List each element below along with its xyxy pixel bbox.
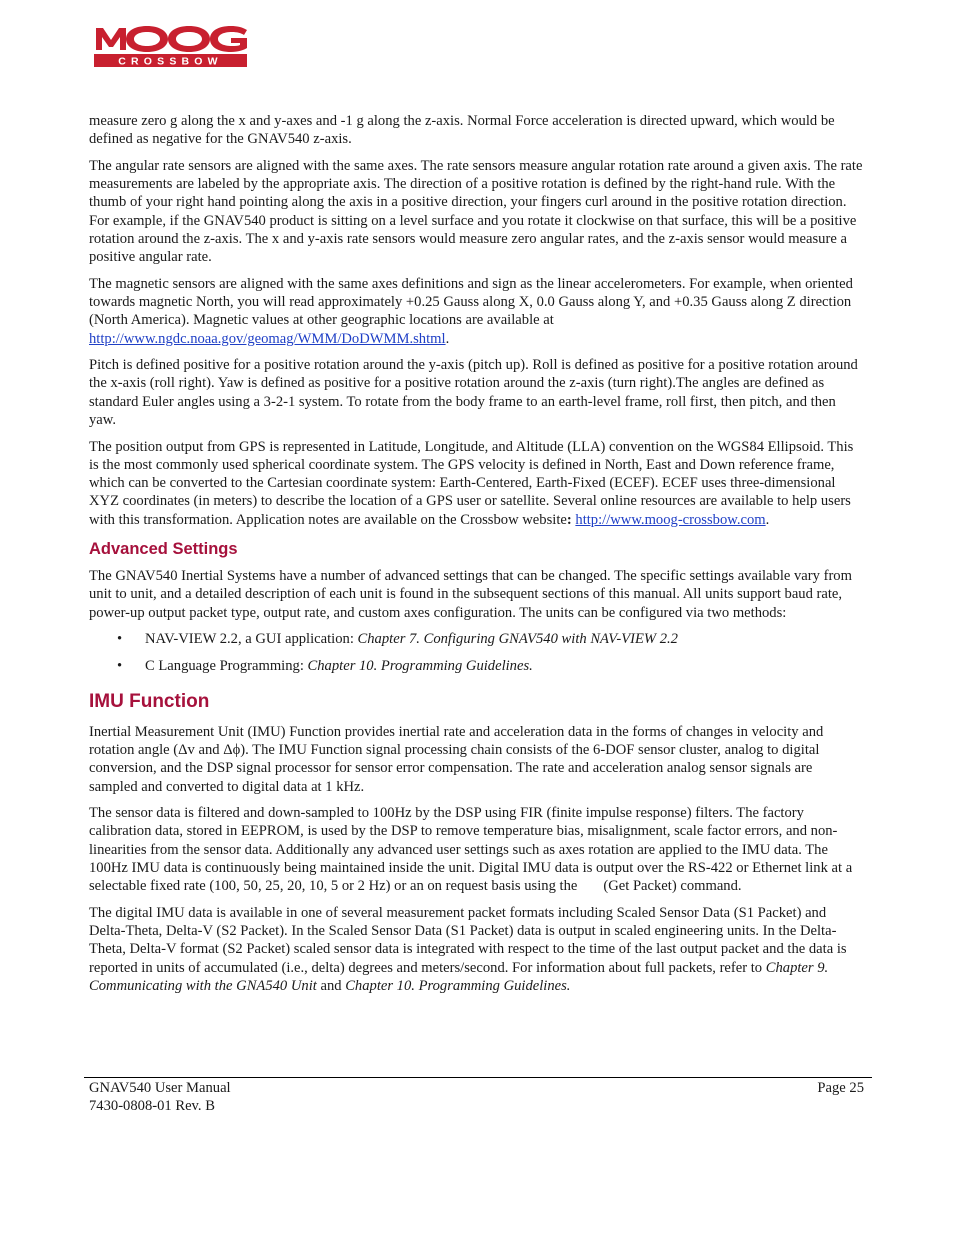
conjunction: and xyxy=(316,977,346,994)
page-number: Page 25 xyxy=(817,1080,864,1096)
period: . xyxy=(765,511,770,528)
list-item xyxy=(89,630,864,648)
paragraph-accelerometer-axes: measure zero g along the x and y-axes and -1 g along the z-axis. Normal Force acceleration is directed upward, which would be defined as negative for the GNAV540 z-axis. xyxy=(89,113,835,148)
config-methods-list xyxy=(89,630,864,676)
list-item-text: NAV-VIEW 2.2, a GUI application: xyxy=(145,631,358,648)
paragraph-magnetic-sensors xyxy=(89,275,864,348)
paragraph-advanced-settings: The GNAV540 Inertial Systems have a number of advanced settings that can be changed. The specific settings available vary from unit to unit, and a detailed description of each unit is found in the subsequent sections of this manual. All units support baud rate, power-up output packet type, output rate, and custom axes configuration. The units can be configured via two methods: xyxy=(89,567,852,621)
paragraph-imu-packets xyxy=(89,904,864,995)
chapter-reference: Chapter 7. Configuring GNAV540 with NAV-VIEW 2.2 xyxy=(357,631,678,648)
document-title: GNAV540 User Manual xyxy=(89,1080,231,1096)
paragraph-imu-overview: Inertial Measurement Unit (IMU) Function provides inertial rate and acceleration data in the forms of changes in velocity and rotation angle (Δv and Δϕ). The IMU Function signal processing chain consists of the 6-DOF sensor cluster, analog to digital conversion, and the DSP signal processor for sensor error compensation. The rate and acceleration analog sensor signals are sampled and converted to digital data at 1 kHz. xyxy=(89,723,824,795)
document-number: 7430-0808-01 Rev. B xyxy=(89,1098,215,1115)
paragraph-imu-filtering xyxy=(89,804,864,895)
chapter-reference: Chapter 10. Programming Guidelines. xyxy=(345,977,571,994)
period: . xyxy=(445,330,450,347)
imu-filtering-text: The sensor data is filtered and down-sampled to 100Hz by the DSP using FIR (finite impulse response) filters. The factory calibration data, stored in EEPROM, is used by the DSP to remove temperature bias, misalignment, scale factor errors, and non-linearities from the sensor data. Additionally any advanced user settings such as axes rotation are applied to the IMU data. The 100Hz IMU data is continuously being maintained inside the unit. Digital IMU data is output over the RS-422 or Ethernet link at a selectable fixed rate (100, 50, 25, 20, 10, 5 or 2 Hz) or an on request basis using the xyxy=(89,805,853,895)
footer-divider xyxy=(84,1077,872,1078)
imu-packets-text: The digital IMU data is available in one of several measurement packet formats including Scaled Sensor Data (S1 Packet) and Delta-Theta, Delta-V (S2 Packet). In the Scaled Sensor Data (S1 Packet) data is output in scaled engineering units. In the Delta-Theta, Delta-V format (S2 Packet) scaled sensor data is integrated with respect to the time of the last output packet and the data is reported in units of accumulated (i.e., delta) degrees and meters/second. For information about full packets, refer to xyxy=(89,904,847,976)
colon: : xyxy=(566,511,572,528)
noaa-link[interactable]: http://www.ngdc.noaa.gov/geomag/WMM/DoDWMM.shtml xyxy=(89,330,446,347)
page-footer xyxy=(89,1079,864,1116)
chapter-reference: Chapter 10. Programming Guidelines. xyxy=(307,658,533,675)
chapter-reference: Chapter 9. Communicating with the GNA540 Unit xyxy=(89,959,829,994)
crossbow-link[interactable]: http://www.moog-crossbow.com xyxy=(575,511,766,528)
paragraph-gps-position xyxy=(89,438,864,529)
list-item xyxy=(89,657,864,675)
moog-crossbow-logo xyxy=(92,22,249,68)
svg-text:CROSSBOW: CROSSBOW xyxy=(118,55,223,68)
gps-text: The position output from GPS is represented in Latitude, Longitude, and Altitude (LLA) convention on the WGS84 Ellipsoid. This is the most commonly used spherical coordinate system. The GPS velocity is defined in North, East and Down reference frame, which can be converted to the Cartesian coordinate system: Earth-Centered, Earth-Fixed (ECEF). ECEF uses three-dimensional XYZ coordinates (in meters) to describe the location of a GPS user or satellite. Several online resources are available to help users with this transformation. Application notes are available on the Crossbow website xyxy=(89,438,854,528)
heading-advanced-settings: Advanced Settings xyxy=(89,539,238,558)
list-item-text: C Language Programming: xyxy=(145,658,308,675)
get-packet-text: (Get Packet) command. xyxy=(603,878,742,895)
paragraph-euler-angles: Pitch is defined positive for a positive rotation around the y-axis (pitch up). Roll is defined as positive for a positive rotation around the x-axis (roll right). Yaw is defined as positive for a positive rotation around the z-axis (turn right).The angles are defined as standard Euler angles using a 3-2-1 system. To rotate from the body frame to an earth-level frame, roll first, then pitch, and then yaw. xyxy=(89,357,858,429)
heading-imu-function: IMU Function xyxy=(89,690,210,712)
paragraph-angular-rate: The angular rate sensors are aligned with the same axes. The rate sensors measure angular rotation rate around a given axis. The rate measurements are labeled by the appropriate axis. The direction of a positive rotation is defined by the right-hand rule. With the thumb of your right hand pointing along the axis in a positive direction, your fingers curl around in the positive rotation direction. For example, if the GNAV540 product is sitting on a level surface and you rotate it clockwise on that surface, this will be a positive rotation around the z-axis. The x and y-axis rate sensors would measure zero angular rates, and the z-axis sensor would measure a positive angular rate. xyxy=(89,157,863,266)
main-content xyxy=(89,112,864,1003)
magnetic-text: The magnetic sensors are aligned with the same axes definitions and sign as the linear accelerometers. For example, when oriented towards magnetic North, you will read approximately +0.25 Gauss along X, 0.0 Gauss along Y, and +0.35 Gauss along Z direction (North America). Magnetic values at other geographic locations are available at xyxy=(89,275,853,329)
